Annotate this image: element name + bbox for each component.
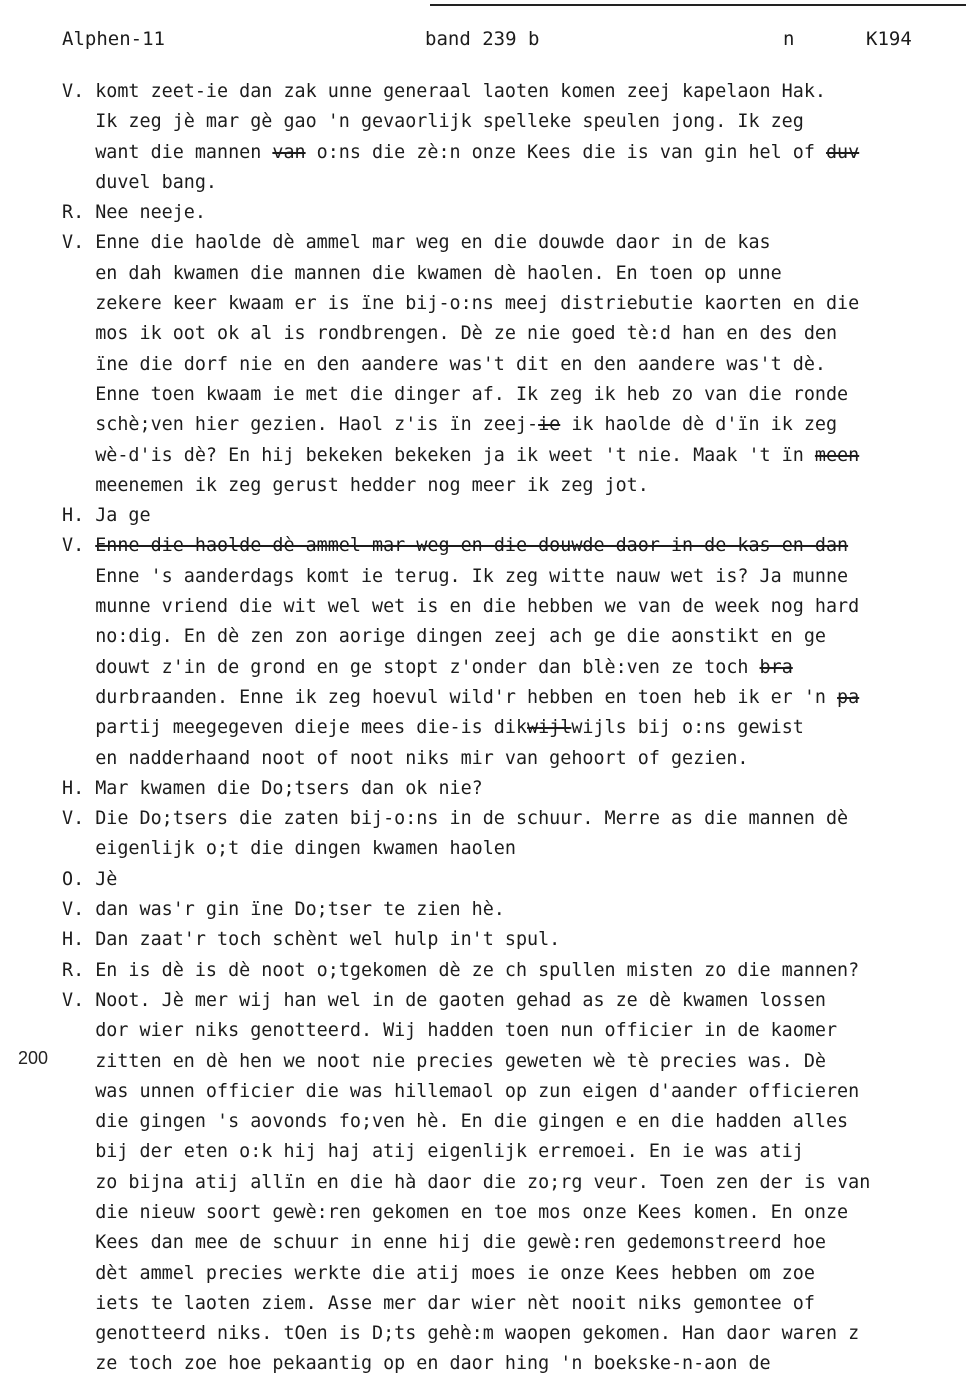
line-text: en nadderhaand noot of noot niks mir van gehoort of gezien. xyxy=(62,747,749,769)
transcript-line xyxy=(62,1259,964,1289)
line-text: genotteerd niks. tOen is D;ts gehè:m waopen gekomen. Han daor waren z xyxy=(62,1323,860,1345)
line-text: ze toch zoe hoe pekaantig op en daor hing 'n boekske-n-aon de xyxy=(62,1353,771,1375)
struck-text: Enne die haolde dè ammel-mar weg en die douwde daor in de kas en dan xyxy=(95,535,849,557)
transcript-line xyxy=(62,259,964,289)
line-text: V. xyxy=(62,535,96,557)
line-text: V. Noot. Jè mer wij han wel in de gaoten gehad as ze dè kwamen lossen xyxy=(62,989,826,1011)
line-text: ïne die dorf nie en den aandere was't dit en den aandere was't dè. xyxy=(62,353,826,375)
struck-text: wijl xyxy=(527,717,572,739)
transcript-line xyxy=(62,1228,964,1258)
line-text: munne vriend die wit wel wet is en die hebben we van de week nog hard xyxy=(62,596,860,618)
struck-text: ie xyxy=(538,414,561,436)
transcript-line xyxy=(62,471,964,501)
line-text: V. Die Do;tsers die zaten bij-o:ns in de schuur. Merre as die mannen dè xyxy=(62,808,849,830)
transcript-line xyxy=(62,622,964,652)
header-location: Alphen-11 xyxy=(62,28,165,50)
line-text: durbraanden. Enne ik zeg hoevul wild'r hebben en toen heb ik er 'n xyxy=(62,686,838,708)
line-text: partij meegegeven dieje mees die-is dik xyxy=(62,717,528,739)
struck-text: van xyxy=(272,141,306,163)
transcript-line xyxy=(62,956,964,986)
top-rule xyxy=(430,4,966,6)
transcript-line xyxy=(62,380,964,410)
transcript-body xyxy=(62,77,964,1380)
transcript-line xyxy=(62,228,964,258)
transcript-line xyxy=(62,77,964,107)
line-text: Enne 's aanderdags komt ie terug. Ik zeg witte nauw wet is? Ja munne xyxy=(62,565,849,587)
line-text: bij der eten o:k hij haj atij eigenlijk erremoei. En ie was atij xyxy=(62,1141,804,1163)
line-text: H. Ja ge xyxy=(62,505,151,527)
line-text: en dah kwamen die mannen die kwamen dè haolen. En toen op unne xyxy=(62,262,782,284)
line-text: o:ns die zè:n onze Kees die is van gin hel of xyxy=(305,141,826,163)
transcript-line xyxy=(62,198,964,228)
transcript-line xyxy=(62,1349,964,1379)
transcript-line xyxy=(62,1198,964,1228)
transcript-line xyxy=(62,1289,964,1319)
header-page-number: K194 xyxy=(866,28,912,50)
transcript-line xyxy=(62,1047,964,1077)
transcript-line xyxy=(62,1107,964,1137)
transcript-line xyxy=(62,925,964,955)
margin-line-number: 200 xyxy=(18,1048,49,1068)
transcript-line xyxy=(62,804,964,834)
header-tape: band 239 b xyxy=(425,28,540,50)
transcript-line xyxy=(62,683,964,713)
line-text: no:dig. En dè zen zon aorige dingen zeej ach ge die aonstikt en ge xyxy=(62,626,826,648)
line-text: duvel bang. xyxy=(62,171,218,193)
transcript-line xyxy=(62,410,964,440)
line-text: meenemen ik zeg gerust hedder nog meer ik zeg jot. xyxy=(62,474,649,496)
line-text: dor wier niks genotteerd. Wij hadden toen nun officier in de kaomer xyxy=(62,1020,838,1042)
transcript-line xyxy=(62,138,964,168)
line-text: mos ik oot ok al is rondbrengen. Dè ze nie goed tè:d han en des den xyxy=(62,323,838,345)
transcript-line xyxy=(62,107,964,137)
line-text: Kees dan mee de schuur in enne hij die gewè:ren gedemonstreerd hoe xyxy=(62,1232,826,1254)
transcript-line xyxy=(62,653,964,683)
line-text: Enne toen kwaam ie met die dinger af. Ik zeg ik heb zo van die ronde xyxy=(62,383,849,405)
line-text: iets te laoten ziem. Asse mer dar wier nèt nooit niks gemontee of xyxy=(62,1292,815,1314)
line-text: O. Jè xyxy=(62,868,118,890)
line-text: eigenlijk o;t die dingen kwamen haolen xyxy=(62,838,516,860)
header-n: n xyxy=(783,28,795,50)
transcript-line xyxy=(62,592,964,622)
line-text: Ik zeg jè mar gè gao 'n gevaorlijk spelleke speulen jong. Ik zeg xyxy=(62,111,804,133)
transcript-line xyxy=(62,531,964,561)
transcript-line xyxy=(62,168,964,198)
line-text: wè-d'is dè? En hij bekeken bekeken ja ik weet 't nie. Maak 't ïn xyxy=(62,444,815,466)
line-text: douwt z'in de grond en ge stopt z'onder dan blè:ven ze toch xyxy=(62,656,760,678)
transcript-line xyxy=(62,744,964,774)
line-text: dèt ammel precies werkte die atij moes ie onze Kees hebben om zoe xyxy=(62,1262,815,1284)
transcript-line xyxy=(62,350,964,380)
struck-text: duv xyxy=(825,141,860,163)
line-text: zo bijna atij allïn en die hà daor die zo;rg veur. Toen zen der is van xyxy=(62,1171,871,1193)
transcript-line xyxy=(62,895,964,925)
line-text: die nieuw soort gewè:ren gekomen en toe mos onze Kees komen. En onze xyxy=(62,1201,849,1223)
transcript-line xyxy=(62,1137,964,1167)
struck-text: meen xyxy=(814,444,860,466)
struck-text: bra xyxy=(759,656,793,678)
transcript-line xyxy=(62,501,964,531)
line-text: V. dan was'r gin ïne Do;tser te zien hè. xyxy=(62,899,505,921)
line-text: R. Nee neeje. xyxy=(62,202,206,224)
transcript-line xyxy=(62,1077,964,1107)
line-text: schè;ven hier gezien. Haol z'is ïn zeej- xyxy=(62,414,539,436)
line-text: was unnen officier die was hillemaol op zun eigen d'aander officieren xyxy=(62,1080,860,1102)
transcript-line xyxy=(62,441,964,471)
line-text: H. Dan zaat'r toch schènt wel hulp in't spul. xyxy=(62,929,561,951)
transcript-line xyxy=(62,319,964,349)
transcript-line xyxy=(62,1016,964,1046)
line-text: ik haolde dè d'ïn ik zeg xyxy=(560,414,838,436)
transcript-line xyxy=(62,986,964,1016)
transcript-line xyxy=(62,1168,964,1198)
line-text: H. Mar kwamen die Do;tsers dan ok nie? xyxy=(62,777,483,799)
line-text: R. En is dè is dè noot o;tgekomen dè ze ch spullen misten zo die mannen? xyxy=(62,959,860,981)
line-text: die gingen 's aovonds fo;ven hè. En die gingen e en die hadden alles xyxy=(62,1111,849,1133)
transcript-line xyxy=(62,774,964,804)
transcript-line xyxy=(62,1319,964,1349)
line-text: V. komt zeet-ie dan zak unne generaal laoten komen zeej kapelaon Hak. xyxy=(62,81,826,102)
struck-text: pa xyxy=(837,686,860,708)
line-text: wijls bij o:ns gewist xyxy=(571,717,804,739)
transcript-line xyxy=(62,834,964,864)
transcript-line xyxy=(62,713,964,743)
transcript-line xyxy=(62,865,964,895)
line-text: zitten en dè hen we noot nie precies geweten wè tè precies was. Dè xyxy=(62,1050,826,1072)
line-text: V. Enne die haolde dè ammel mar weg en die douwde daor in de kas xyxy=(62,232,771,254)
line-text: zekere keer kwaam er is ïne bij-o:ns meej distriebutie kaorten en die xyxy=(62,293,860,315)
transcript-line xyxy=(62,562,964,592)
transcript-line xyxy=(62,289,964,319)
line-text: want die mannen xyxy=(62,141,273,163)
